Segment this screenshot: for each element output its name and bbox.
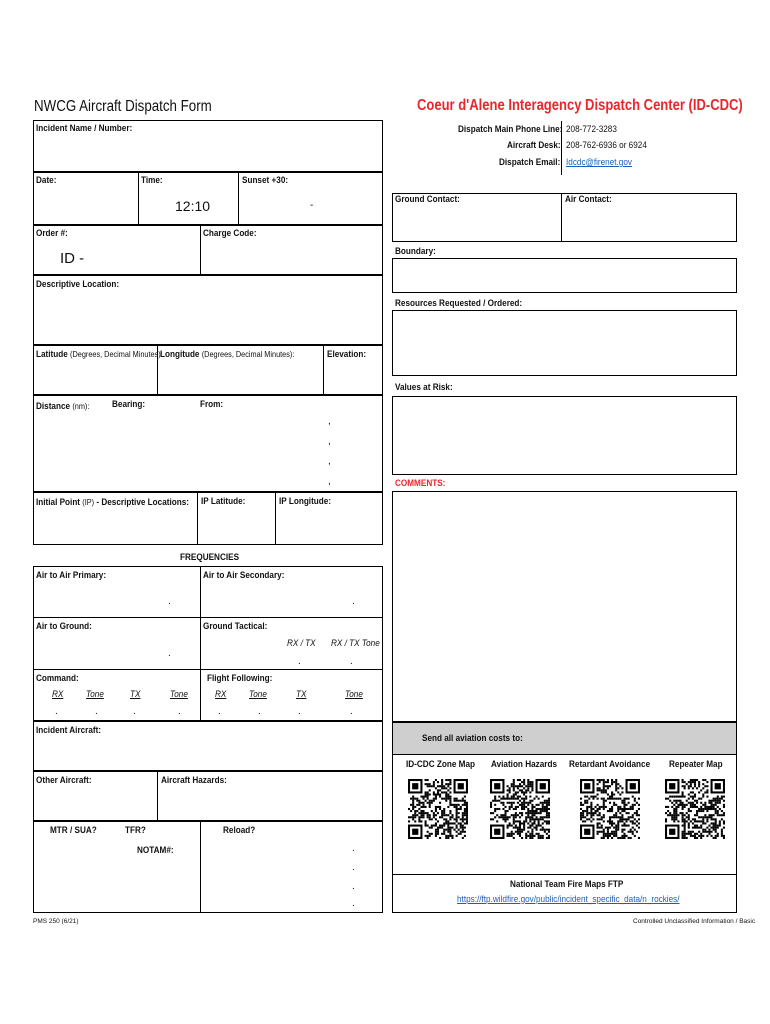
ground-contact-label: Ground Contact: <box>395 194 460 205</box>
freq-dot: . <box>55 706 58 717</box>
comments-label: COMMENTS: <box>395 478 446 489</box>
qr-code-aviation-hazards[interactable] <box>490 776 550 842</box>
time-value[interactable]: 12:10 <box>175 198 211 214</box>
from-label: From: <box>200 399 224 410</box>
incident-aircraft-label: Incident Aircraft: <box>36 725 102 736</box>
main-phone-label: Dispatch Main Phone Line: <box>458 124 563 135</box>
freq-dot: . <box>350 706 353 717</box>
other-aircraft-label: Other Aircraft: <box>36 775 92 786</box>
charge-code-label: Charge Code: <box>203 228 257 239</box>
aircraft-desk-value: 208-762-6936 or 6924 <box>566 140 647 151</box>
ip-latitude-label: IP Latitude: <box>201 496 246 507</box>
reload-dot: . <box>352 898 355 909</box>
elevation-label: Elevation: <box>327 349 367 360</box>
aircraft-desk-label: Aircraft Desk: <box>507 140 561 151</box>
ground-tactical-label: Ground Tactical: <box>203 621 268 632</box>
air-to-air-secondary-label: Air to Air Secondary: <box>203 570 285 581</box>
qr-label-zone-map: ID-CDC Zone Map <box>406 759 475 770</box>
air-contact-label: Air Contact: <box>565 194 612 205</box>
latitude-label: Latitude (Degrees, Decimal Minutes): <box>36 349 163 360</box>
ff-tone: Tone <box>249 689 267 700</box>
command-label: Command: <box>36 673 79 684</box>
reload-label: Reload? <box>223 825 256 836</box>
freq-dot: . <box>178 706 181 717</box>
air-to-air-primary-label: Air to Air Primary: <box>36 570 107 581</box>
descriptive-location-label: Descriptive Location: <box>36 279 120 290</box>
flight-following-label: Flight Following: <box>207 673 273 684</box>
command-tone: Tone <box>86 689 104 700</box>
freq-dot: . <box>168 596 171 607</box>
freq-dot: . <box>95 706 98 717</box>
ff-rx: RX <box>215 689 227 700</box>
bearing-label: Bearing: <box>112 399 146 410</box>
email-label: Dispatch Email: <box>499 157 561 168</box>
distance-label: Distance (nm): <box>36 401 90 412</box>
ff-tx: TX <box>296 689 307 700</box>
incident-name-label: Incident Name / Number: <box>36 123 133 134</box>
classification-label: Controlled Unclassified Information / Basic <box>633 918 756 925</box>
reload-dot: . <box>352 862 355 873</box>
command-rx: RX <box>52 689 64 700</box>
resources-label: Resources Requested / Ordered: <box>395 298 523 309</box>
coord-dot-4: , <box>328 476 331 487</box>
ip-longitude-label: IP Longitude: <box>279 496 332 507</box>
sunset-separator: - <box>310 200 314 211</box>
notam-label: NOTAM#: <box>137 845 174 856</box>
resources-field[interactable] <box>392 310 737 376</box>
dispatch-email-link[interactable]: Idcdc@firenet.gov <box>566 157 632 168</box>
center-title: Coeur d'Alene Interagency Dispatch Center (ID-CDC) <box>417 97 743 114</box>
freq-dot: . <box>298 656 301 667</box>
form-number: PMS 250 (6/21) <box>33 918 79 925</box>
freq-dot: . <box>352 596 355 607</box>
qr-label-repeater-map: Repeater Map <box>669 759 723 770</box>
main-phone-value: 208-772-3283 <box>566 124 617 135</box>
qr-code-retardant-avoidance[interactable] <box>580 776 640 842</box>
order-value[interactable]: ID - <box>60 250 85 267</box>
freq-dot: . <box>298 706 301 717</box>
frequencies-title: FREQUENCIES <box>180 552 240 563</box>
rx-tx-tone-label: RX / TX Tone <box>331 638 380 649</box>
send-costs-label: Send all aviation costs to: <box>422 733 523 744</box>
coord-dot-3: , <box>328 456 331 467</box>
tfr-label: TFR? <box>125 825 146 836</box>
freq-dot: . <box>168 648 171 659</box>
freq-dot: . <box>218 706 221 717</box>
coord-dot-2: , <box>328 436 331 447</box>
values-at-risk-label: Values at Risk: <box>395 382 453 393</box>
order-label: Order #: <box>36 228 68 239</box>
sunset-label: Sunset +30: <box>242 175 289 186</box>
aircraft-hazards-label: Aircraft Hazards: <box>161 775 227 786</box>
date-label: Date: <box>36 175 57 186</box>
ff-tone-2: Tone <box>345 689 363 700</box>
qr-code-repeater-map[interactable] <box>665 776 725 842</box>
rx-tx-label: RX / TX <box>287 638 316 649</box>
qr-label-retardant-avoidance: Retardant Avoidance <box>569 759 651 770</box>
comments-field[interactable] <box>392 491 737 722</box>
qr-code-zone-map[interactable] <box>408 776 468 842</box>
command-tx: TX <box>130 689 141 700</box>
air-to-ground-label: Air to Ground: <box>36 621 92 632</box>
reload-dot: . <box>352 881 355 892</box>
freq-dot: . <box>258 706 261 717</box>
mtr-sua-label: MTR / SUA? <box>50 825 97 836</box>
boundary-field[interactable] <box>392 258 737 293</box>
freq-dot: . <box>350 656 353 667</box>
qr-label-aviation-hazards: Aviation Hazards <box>491 759 557 770</box>
coord-dot-1: , <box>328 416 331 427</box>
form-title: NWCG Aircraft Dispatch Form <box>34 98 212 115</box>
ftp-url-link[interactable]: https://ftp.wildfire.gov/public/incident_specific_data/n_rockies/ <box>457 894 680 905</box>
boundary-label: Boundary: <box>395 246 436 257</box>
ftp-title: National Team Fire Maps FTP <box>510 879 624 890</box>
values-at-risk-field[interactable] <box>392 396 737 475</box>
freq-dot: . <box>133 706 136 717</box>
reload-dot: . <box>352 843 355 854</box>
longitude-label: Longitude (Degrees, Decimal Minutes): <box>160 349 295 360</box>
command-tone-2: Tone <box>170 689 188 700</box>
time-label: Time: <box>141 175 163 186</box>
initial-point-label: Initial Point (IP) - Descriptive Locations: <box>36 497 189 508</box>
